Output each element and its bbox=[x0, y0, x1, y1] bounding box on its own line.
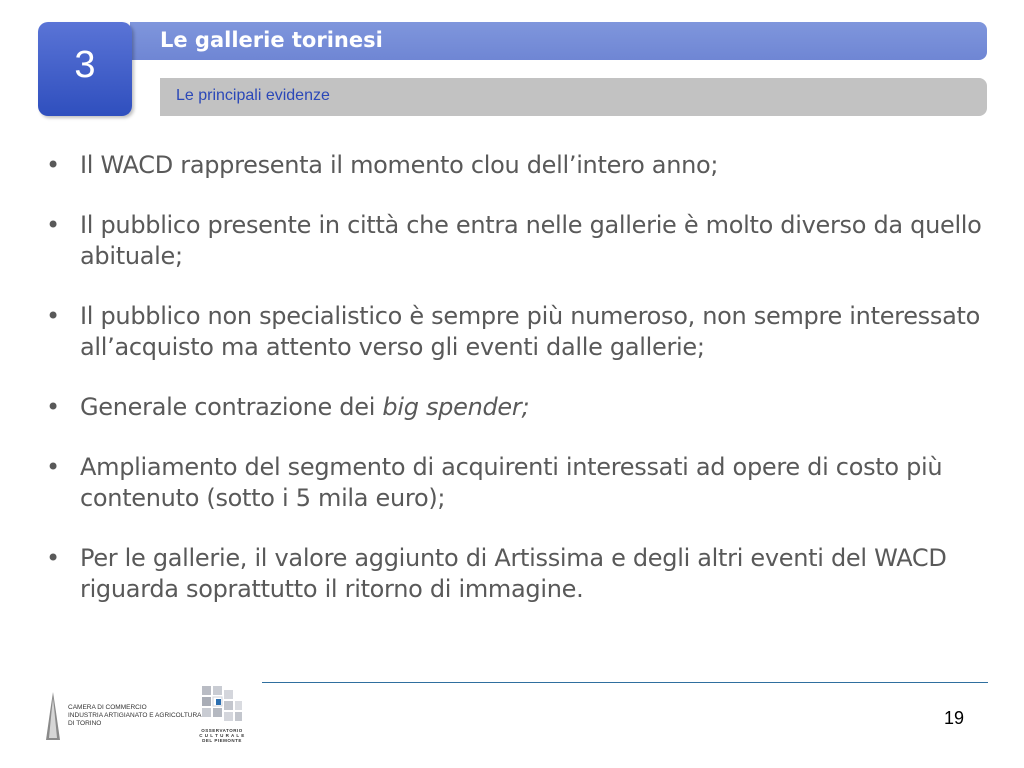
camera-commercio-logo bbox=[42, 692, 202, 744]
bullet-dot: • bbox=[46, 393, 60, 421]
bullet-dot: • bbox=[46, 302, 60, 330]
bullet-item bbox=[42, 452, 982, 514]
bullet-dot: • bbox=[46, 211, 60, 239]
footer-divider bbox=[262, 682, 988, 683]
bullet-text: Per le gallerie, il valore aggiunto di Artissima e degli altri eventi del WACD riguarda soprattutto il ritorno di immagine. bbox=[80, 544, 947, 603]
bullet-item bbox=[42, 392, 982, 423]
mole-antonelliana-icon bbox=[42, 692, 64, 742]
bullet-item bbox=[42, 210, 982, 272]
bullet-text: Il pubblico presente in città che entra nelle gallerie è molto diverso da quello abituale; bbox=[80, 211, 982, 270]
bullet-item bbox=[42, 301, 982, 363]
section-badge bbox=[38, 22, 132, 116]
bullet-item bbox=[42, 150, 982, 181]
bullet-text-italic: big spender; bbox=[382, 393, 530, 421]
bullet-dot: • bbox=[46, 544, 60, 572]
title-bar bbox=[130, 22, 987, 60]
slide-subtitle: Le principali evidenze bbox=[176, 87, 330, 104]
subtitle-bar bbox=[160, 78, 987, 116]
section-number: 3 bbox=[74, 44, 96, 86]
camera-commercio-text: CAMERA DI COMMERCIO INDUSTRIA ARTIGIANATO E AGRICOLTURA DI TORINO bbox=[68, 704, 202, 727]
osservatorio-text: OSSERVATORIO C U L T U R A L E DEL PIEMONTE bbox=[199, 728, 245, 743]
bullet-text: Ampliamento del segmento di acquirenti interessati ad opere di costo più contenuto (sotto i 5 mila euro); bbox=[80, 453, 943, 512]
bullet-dot: • bbox=[46, 151, 60, 179]
bullet-text: Il WACD rappresenta il momento clou dell’intero anno; bbox=[80, 151, 719, 179]
bullet-dot: • bbox=[46, 453, 60, 481]
bullet-list bbox=[42, 150, 982, 634]
osservatorio-culturale-logo bbox=[198, 684, 246, 748]
bullet-item bbox=[42, 543, 982, 605]
slide-title: Le gallerie torinesi bbox=[160, 28, 383, 52]
bullet-text: Generale contrazione dei bbox=[80, 393, 383, 421]
osservatorio-grid-icon bbox=[200, 684, 244, 726]
page-number: 19 bbox=[943, 708, 964, 728]
bullet-text: Il pubblico non specialistico è sempre più numeroso, non sempre interessato all’acquisto ma attento verso gli eventi dalle gallerie; bbox=[80, 302, 980, 361]
